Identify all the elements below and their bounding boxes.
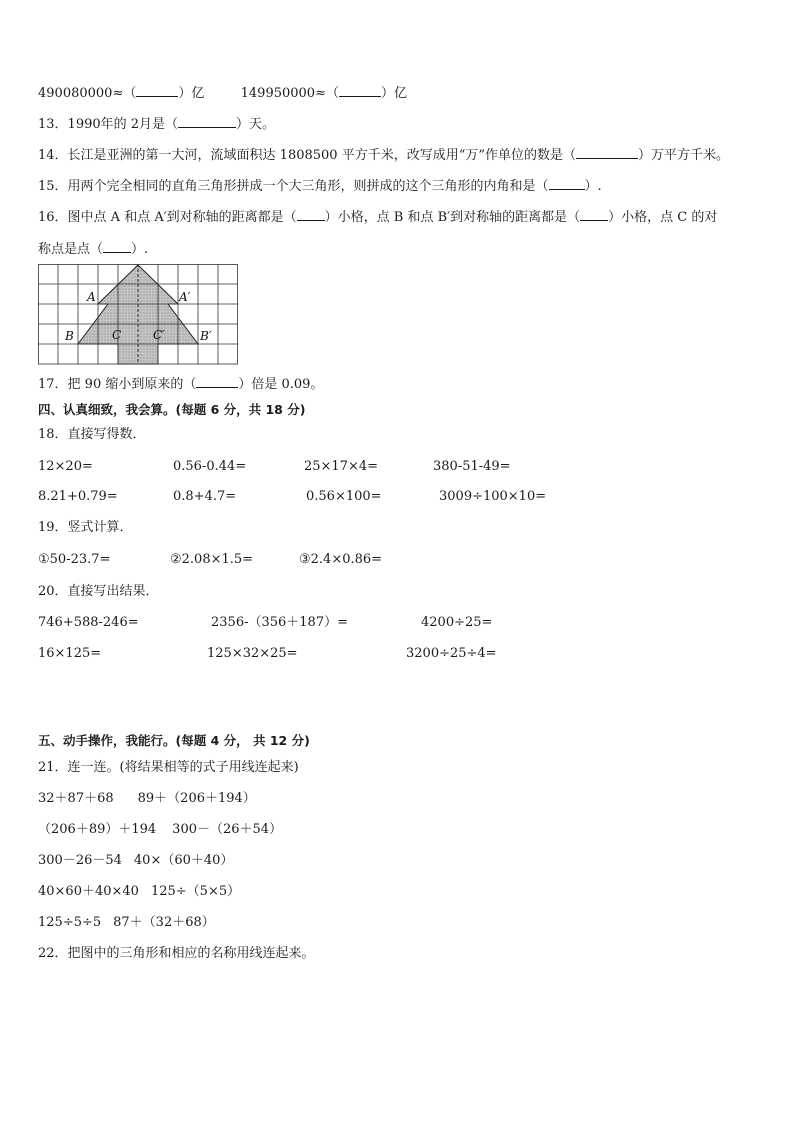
- q18-r2-c1: 8.21+0.79=: [38, 489, 118, 504]
- q19-item-3: [299, 552, 382, 568]
- q18-r2-c4: 3009÷100×10=: [439, 489, 547, 504]
- q21-row-3: [38, 853, 233, 869]
- q14-pre: 14．长江是亚洲的第一大河，流域面积达 1808500 平方千米，改写成用“万”作单位的数是（: [38, 148, 576, 163]
- label-A-prime: A′: [179, 290, 191, 304]
- q12-a-end: ）亿: [178, 86, 205, 101]
- label-C: C: [112, 328, 122, 342]
- q12-a-text: 490080000≈（: [38, 86, 137, 101]
- q17-blank[interactable]: [196, 375, 238, 388]
- q15-pre: 15．用两个完全相同的直角三角形拼成一个大三角形，则拼成的这个三角形的内角和是（: [38, 179, 549, 194]
- q18-r2-c3: 0.56×100=: [306, 489, 382, 504]
- q21-left-2: （206＋89）＋194: [38, 822, 157, 837]
- q19-expr-3: 2.4×0.86=: [310, 552, 383, 567]
- q18-r2-c2: 0.8+4.7=: [173, 489, 237, 504]
- q20-r2-c1: 16×125=: [38, 646, 102, 661]
- q19-num-1: ①: [38, 552, 50, 567]
- q21-row-1: [38, 791, 256, 807]
- q16-blank-1[interactable]: [297, 208, 325, 221]
- section-4-title: 四、认真细致，我会算。(每题 6 分，共 18 分): [38, 402, 306, 417]
- q21-left-1: 32＋87＋68: [38, 791, 114, 806]
- q19-item-1: [38, 552, 110, 568]
- q14-blank[interactable]: [576, 146, 638, 159]
- q20-title: 20．直接写出结果．: [38, 584, 159, 599]
- q22-title: 22．把图中的三角形和相应的名称用线连起来。: [38, 946, 315, 961]
- q16-p2: ）小格，点 B 和点 B′到对称轴的距离都是（: [324, 210, 581, 225]
- q21-row-4: [38, 884, 240, 900]
- symmetry-figure: [38, 264, 238, 369]
- q18-title: 18．直接写得数．: [38, 427, 146, 442]
- q19-expr-1: 50-23.7=: [49, 552, 111, 567]
- label-B-prime: B′: [200, 329, 212, 343]
- q16-p1: 16．图中点 A 和点 A′到对称轴的距离都是（: [38, 210, 297, 225]
- question-14: [38, 146, 729, 164]
- q15-blank[interactable]: [549, 177, 585, 190]
- q18-r1-c4: 380-51-49=: [433, 459, 511, 474]
- q21-left-5: 125÷5÷5: [38, 915, 102, 930]
- q12-b-end: ）亿: [380, 86, 407, 101]
- q21-left-3: 300－26－54: [38, 853, 122, 868]
- q19-num-3: ③: [299, 552, 311, 567]
- q20-r1-c3: 4200÷25=: [421, 615, 493, 630]
- q18-r1-c3: 25×17×4=: [304, 459, 379, 474]
- q21-right-4: 125÷（5×5）: [150, 884, 241, 899]
- q16-blank-3[interactable]: [103, 240, 131, 253]
- q13-pre: 13．1990年的 2月是（: [38, 117, 179, 132]
- label-A: A: [87, 290, 96, 304]
- question-13: [38, 115, 275, 133]
- q19-item-2: [170, 552, 253, 568]
- question-16-line1: [38, 208, 717, 226]
- q12-b-text: 149950000≈（: [240, 86, 339, 101]
- q16-p3: ）小格，点 C 的对: [608, 210, 718, 225]
- q21-right-1: 89＋（206＋194）: [137, 791, 256, 806]
- tree-grid-svg: [38, 264, 238, 365]
- q14-post: ）万平方千米。: [638, 148, 730, 163]
- q21-right-5: 87＋（32＋68）: [113, 915, 215, 930]
- q19-num-2: ②: [170, 552, 182, 567]
- q19-expr-2: 2.08×1.5=: [181, 552, 254, 567]
- q16-p4: 称点是点（: [38, 242, 104, 257]
- q21-row-2: [38, 822, 282, 838]
- q20-r2-c2: 125×32×25=: [207, 646, 298, 661]
- label-C-prime: C′: [153, 328, 165, 342]
- q16-blank-2[interactable]: [580, 208, 608, 221]
- question-15: [38, 177, 602, 195]
- q21-right-2: 300－（26＋54）: [172, 822, 283, 837]
- section-5-title: 五、动手操作，我能行。(每题 4 分， 共 12 分): [38, 733, 310, 748]
- q21-left-4: 40×60＋40×40: [38, 884, 139, 899]
- q15-post: ）.: [584, 179, 602, 194]
- q20-r2-c3: 3200÷25÷4=: [406, 646, 497, 661]
- q18-r1-c2: 0.56-0.44=: [173, 459, 247, 474]
- q12-a-blank[interactable]: [136, 84, 178, 97]
- q12-b-blank[interactable]: [339, 84, 381, 97]
- q17-post: ）倍是 0.09。: [238, 377, 324, 392]
- q20-r1-c2: 2356-（356＋187）=: [211, 615, 348, 630]
- q18-r1-c1: 12×20=: [38, 459, 93, 474]
- q21-title: 21．连一连。(将结果相等的式子用线连起来): [38, 760, 299, 775]
- q13-blank[interactable]: [178, 115, 236, 128]
- q13-post: ）天。: [236, 117, 276, 132]
- q12-continuation: [38, 84, 407, 102]
- q21-row-5: [38, 915, 215, 931]
- q20-r1-c1: 746+588-246=: [38, 615, 139, 630]
- label-B: B: [65, 329, 74, 343]
- q17-pre: 17．把 90 缩小到原来的（: [38, 377, 197, 392]
- q19-title: 19．竖式计算．: [38, 520, 133, 535]
- q16-p5: ）.: [131, 242, 149, 257]
- q21-right-3: 40×（60＋40）: [133, 853, 234, 868]
- question-17: [38, 375, 323, 393]
- question-16-line2: [38, 240, 148, 258]
